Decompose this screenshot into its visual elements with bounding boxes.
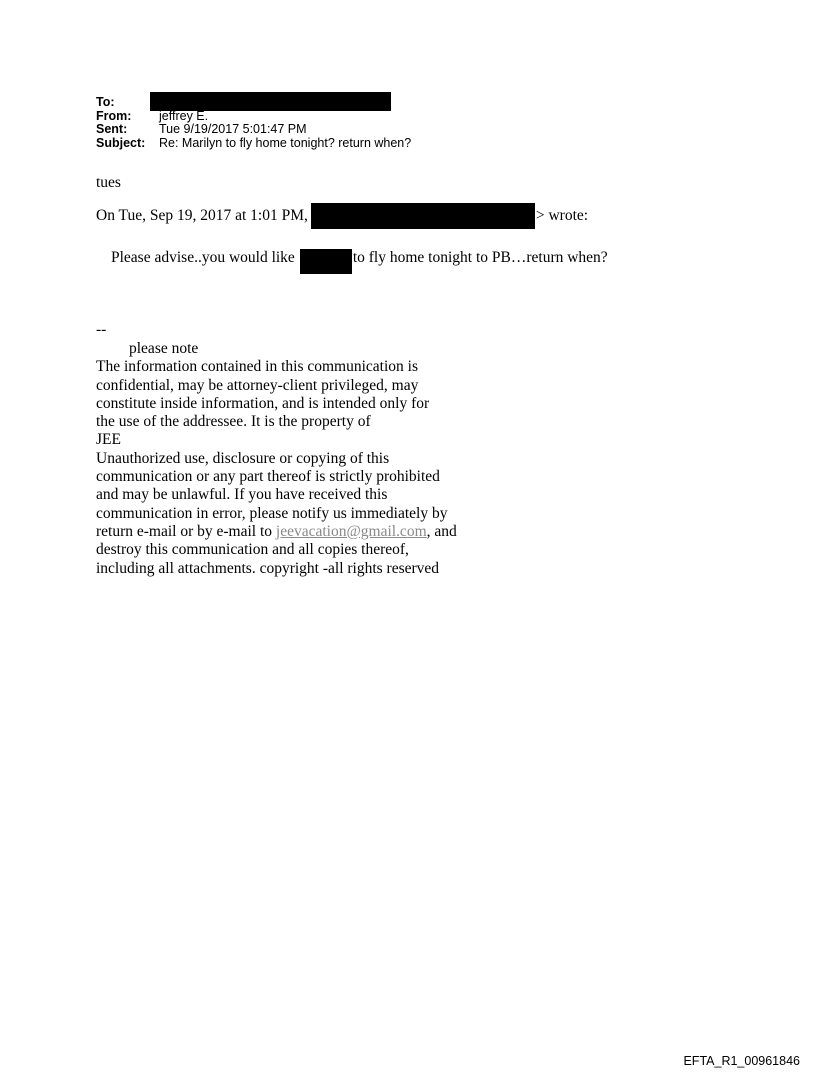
signature-line: JEE [96,431,121,449]
sent-row [96,123,411,137]
signature-email-line [96,523,457,541]
to-row [96,96,411,110]
sent-value: Tue 9/19/2017 5:01:47 PM [159,122,307,136]
signature-line: including all attachments. copyright -all rights reserved [96,559,440,577]
signature-line: The information contained in this communication is [96,358,418,376]
subject-row [96,137,411,151]
signature-note: please note [129,340,199,357]
email-link[interactable]: jeevacation@gmail.com [275,522,427,540]
signature-line: and may be unlawful. If you have received this [96,486,388,504]
attribution-prefix: On Tue, Sep 19, 2017 at 1:01 PM, [96,207,308,224]
signature-line: the use of the addressee. It is the property of [96,413,371,431]
from-value: jeffrey E. [159,108,209,123]
name-redaction [300,249,352,274]
reply-text: tues [96,174,121,191]
document-id: EFTA_R1_00961846 [683,1054,800,1068]
quoted-message [111,245,608,270]
sender-redaction [311,203,535,229]
email-line-suffix: , and [426,522,457,540]
sent-label: Sent: [96,122,128,136]
from-row [96,110,411,124]
signature-block [96,340,457,578]
attribution-line [96,203,588,229]
attribution-suffix: > wrote: [535,207,589,224]
signature-separator: -- [96,321,107,338]
subject-value: Re: Marilyn to fly home tonight? return when? [159,135,412,150]
email-line-prefix: return e-mail or by e-mail to [96,522,276,540]
quoted-suffix: to fly home tonight to PB…return when? [352,248,608,266]
signature-line: confidential, may be attorney-client privileged, may [96,376,419,394]
quoted-prefix: Please advise..you would like [111,248,295,266]
signature-line: destroy this communication and all copies thereof, [96,541,409,559]
subject-label: Subject: [96,135,146,150]
signature-line: constitute inside information, and is intended only for [96,394,430,412]
signature-line: Unauthorized use, disclosure or copying of this [96,449,390,467]
email-header [96,96,411,150]
signature-line: communication or any part thereof is strictly prohibited [96,468,440,486]
signature-line: communication in error, please notify us immediately by [96,504,448,522]
to-redaction [150,92,391,111]
to-label: To: [96,95,115,109]
from-label: From: [96,108,132,123]
